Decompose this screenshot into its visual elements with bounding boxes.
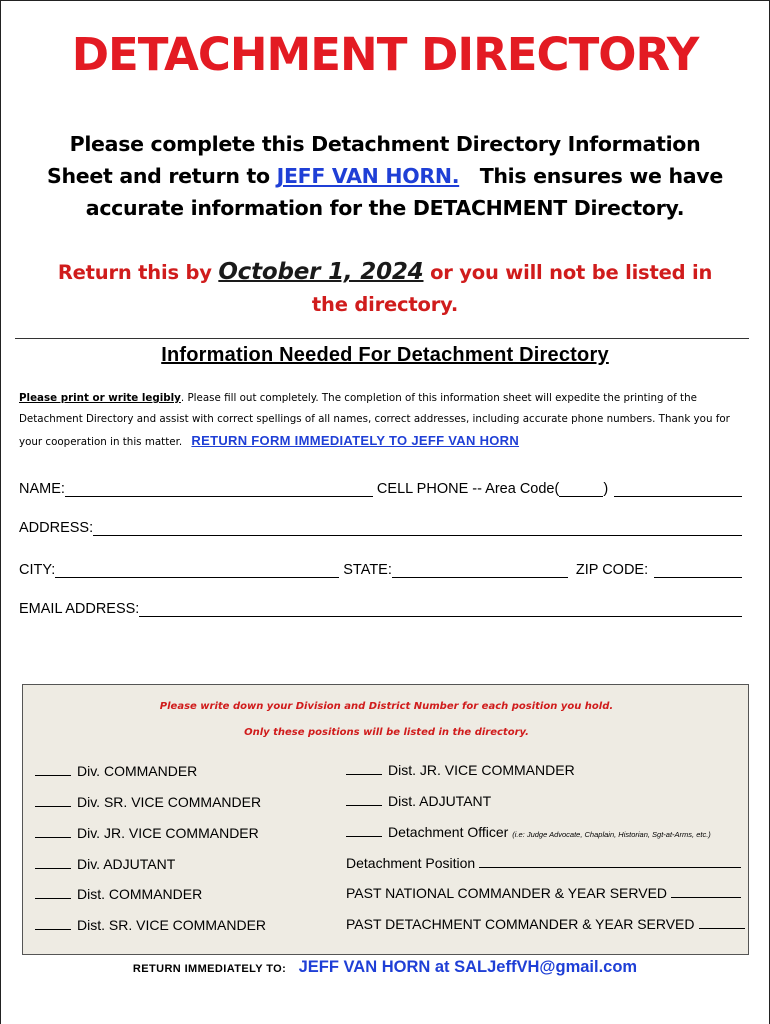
cell-phone-label: CELL PHONE -- Area Code(: [376, 481, 560, 497]
positions-panel: [22, 684, 749, 955]
position-note: (i.e: Judge Advocate, Chaplain, Historian, Sgt-at-Arms, etc.): [512, 830, 711, 839]
position-blank[interactable]: [35, 795, 71, 807]
position-blank[interactable]: [35, 826, 71, 838]
info-heading: Information Needed For Detachment Directory: [161, 344, 609, 366]
position-label: Div. SR. VICE COMMANDER: [77, 794, 262, 810]
position-div-adjutant: [35, 856, 175, 872]
state-field[interactable]: [392, 564, 568, 578]
zip-label: ZIP CODE:: [575, 562, 649, 578]
position-label: Dist. SR. VICE COMMANDER: [77, 917, 267, 933]
position-blank[interactable]: [35, 764, 71, 776]
city-field[interactable]: [55, 564, 339, 578]
position-fill-line[interactable]: [671, 886, 741, 898]
position-blank[interactable]: [35, 857, 71, 869]
intro-part-2: This ensures we have accurate information for the DETACHMENT Directory.: [85, 164, 723, 220]
position-past-detachment: [346, 916, 745, 932]
position-dist-commander: [35, 886, 202, 902]
position-label: PAST DETACHMENT COMMANDER & YEAR SERVED: [346, 916, 695, 932]
deadline-notice: [40, 256, 730, 321]
position-div-jr-vice: [35, 825, 259, 841]
email-label: EMAIL ADDRESS:: [19, 601, 140, 617]
address-label: ADDRESS:: [19, 520, 94, 536]
name-label: NAME:: [19, 481, 65, 497]
position-blank[interactable]: [346, 763, 382, 775]
position-dist-sr-vice: [35, 917, 266, 933]
instructions-lead: Please print or write legibly: [19, 392, 181, 404]
position-label: Div. ADJUTANT: [77, 856, 176, 872]
name-field[interactable]: [65, 483, 373, 497]
address-field[interactable]: [93, 522, 742, 536]
email-row: [19, 601, 742, 617]
panel-note-2: Only these positions will be listed in the directory.: [244, 727, 529, 738]
city-label: CITY:: [19, 562, 56, 578]
position-dist-adjutant: [346, 793, 491, 809]
intro-text: [40, 128, 730, 224]
position-blank[interactable]: [346, 794, 382, 806]
deadline-date: October 1, 2024: [218, 259, 424, 285]
page-title: DETACHMENT DIRECTORY: [71, 28, 699, 81]
position-blank[interactable]: [35, 918, 71, 930]
return-form-link[interactable]: RETURN FORM IMMEDIATELY TO JEFF VAN HORN: [191, 433, 520, 448]
position-div-sr-vice: [35, 794, 261, 810]
position-past-national: [346, 885, 741, 901]
area-code-field[interactable]: [559, 483, 603, 497]
email-field[interactable]: [139, 603, 742, 617]
position-dist-jr-vice: [346, 762, 575, 778]
position-label: Dist. COMMANDER: [77, 886, 203, 902]
cell-phone-field[interactable]: [614, 483, 742, 497]
instructions: [19, 388, 754, 453]
position-fill-line[interactable]: [699, 917, 745, 929]
instructions-body: . Please fill out completely. The completion of this information sheet will expedite the printing of the Detachment Directory and assist with correct spellings of all names, correct addresses, including accurate phone numbers. Thank you for your cooperation in this matter.: [19, 392, 730, 448]
deadline-suffix: or you will not be listed in the directory.: [311, 261, 713, 316]
position-detachment-position: [346, 855, 741, 871]
position-blank[interactable]: [346, 825, 382, 837]
section-divider: [15, 338, 749, 339]
position-blank[interactable]: [35, 887, 71, 899]
footer-label: RETURN IMMEDIATELY TO:: [132, 963, 287, 975]
footer-contact-link[interactable]: JEFF VAN HORN at SALJeffVH@gmail.com: [298, 958, 638, 976]
footer: [0, 958, 770, 977]
position-fill-line[interactable]: [479, 856, 741, 868]
position-label: Div. COMMANDER: [77, 763, 198, 779]
name-phone-row: [19, 481, 742, 497]
zip-field[interactable]: [654, 564, 742, 578]
state-label: STATE:: [343, 562, 392, 578]
position-label: Detachment Officer: [388, 824, 509, 840]
address-row: [19, 520, 742, 536]
panel-note-1: Please write down your Division and District Number for each position you hold.: [159, 701, 614, 712]
position-label: Div. JR. VICE COMMANDER: [77, 825, 259, 841]
jeff-van-horn-link[interactable]: JEFF VAN HORN.: [276, 164, 460, 188]
position-div-commander: [35, 763, 197, 779]
city-state-zip-row: [19, 562, 742, 578]
position-label: Dist. JR. VICE COMMANDER: [388, 762, 575, 778]
position-detachment-officer: [346, 824, 711, 840]
position-label: Detachment Position: [346, 855, 476, 871]
intro-part-1: Please complete this Detachment Directory Information Sheet and return to: [47, 132, 701, 188]
position-label: Dist. ADJUTANT: [388, 793, 492, 809]
cell-phone-close: ): [603, 481, 609, 497]
position-label: PAST NATIONAL COMMANDER & YEAR SERVED: [346, 885, 668, 901]
deadline-prefix: Return this by: [57, 261, 212, 284]
